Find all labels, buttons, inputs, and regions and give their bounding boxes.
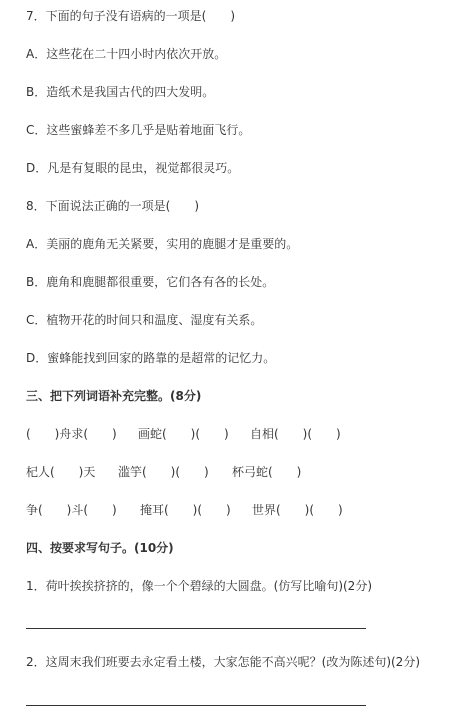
s4-question-1: 1．荷叶挨挨挤挤的，像一个个碧绿的大圆盘。(仿写比喻句)(2分): [26, 579, 372, 593]
section-4-title: 四、按要求写句子。(10分): [26, 541, 174, 555]
idiom-blank: 自相( )( ): [250, 427, 341, 441]
section-3-title: 三、把下列词语补充完整。(8分): [26, 389, 202, 403]
q8-option-d: D．蜜蜂能找到回家的路靠的是超常的记忆力。: [26, 351, 276, 365]
idiom-blank: 滥竽( )( ): [118, 465, 209, 479]
idiom-blank: 争( )斗( ): [26, 503, 117, 517]
idiom-blank: 世界( )( ): [252, 503, 343, 517]
idiom-blank: 画蛇( )( ): [138, 427, 229, 441]
q8-option-a: A．美丽的鹿角无关紧要，实用的鹿腿才是重要的。: [26, 237, 299, 251]
idiom-blank: ( )舟求( ): [26, 427, 117, 441]
answer-line: [26, 628, 366, 629]
q7-option-a: A．这些花在二十四小时内依次开放。: [26, 47, 227, 61]
q7-option-b: B．造纸术是我国古代的四大发明。: [26, 85, 215, 99]
s4-question-2: 2．这周末我们班要去永定看土楼，大家怎能不高兴呢？(改为陈述句)(2分): [26, 655, 420, 669]
idiom-blank: 掩耳( )( ): [140, 503, 231, 517]
idiom-blank: 杞人( )天: [26, 465, 96, 479]
q7-option-d: D．凡是有复眼的昆虫，视觉都很灵巧。: [26, 161, 240, 175]
q7-stem: 7．下面的句子没有语病的一项是( ): [26, 9, 235, 23]
q7-option-c: C．这些蜜蜂差不多几乎是贴着地面飞行。: [26, 123, 251, 137]
answer-line: [26, 705, 366, 706]
q8-stem: 8．下面说法正确的一项是( ): [26, 199, 199, 213]
q8-option-c: C．植物开花的时间只和温度、湿度有关系。: [26, 313, 263, 327]
q8-option-b: B．鹿角和鹿腿都很重要，它们各有各的长处。: [26, 275, 275, 289]
idiom-blank: 杯弓蛇( ): [232, 465, 302, 479]
